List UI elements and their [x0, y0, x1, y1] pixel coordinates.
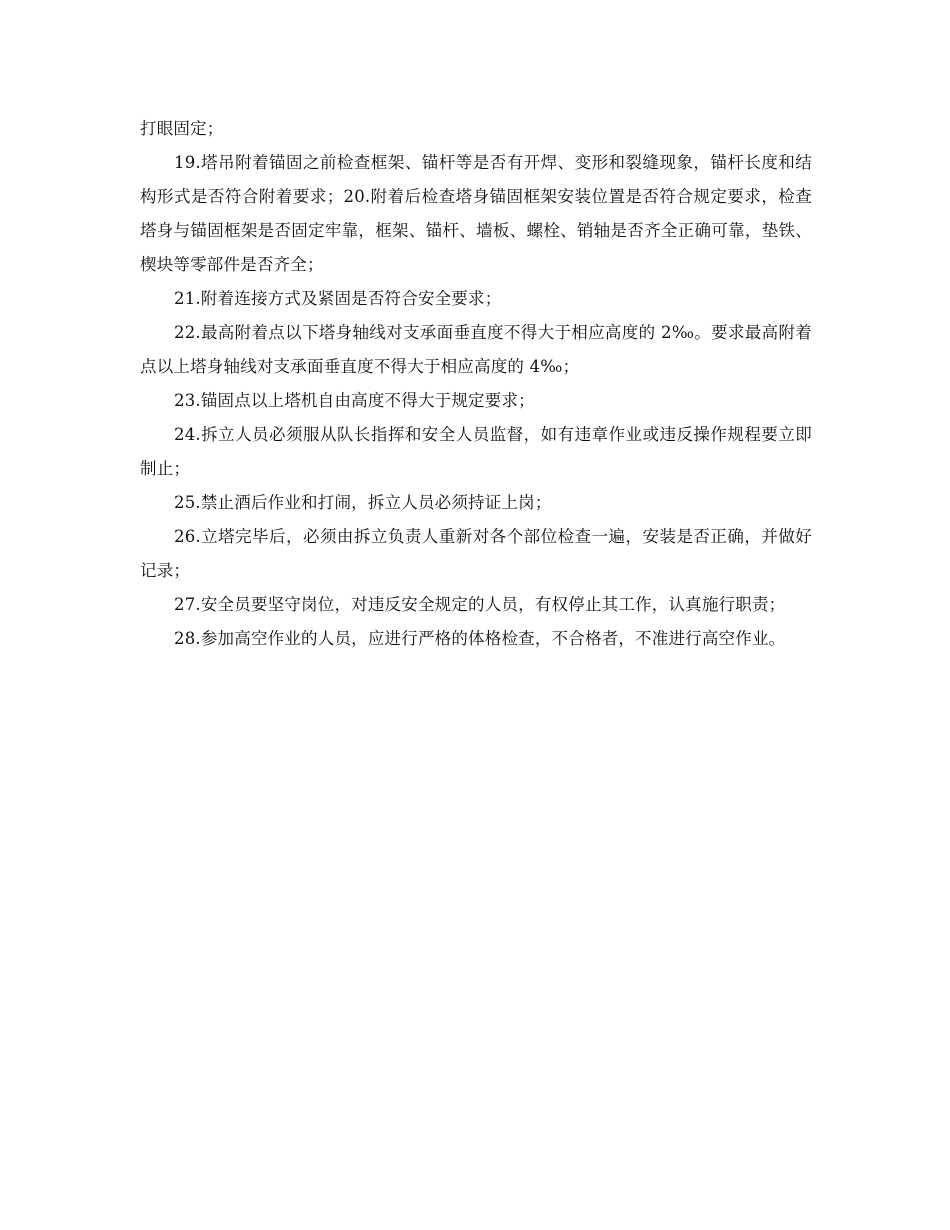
document-body	[140, 112, 812, 656]
paragraph-item-27: 27.安全员要坚守岗位，对违反安全规定的人员，有权停止其工作，认真施行职责；	[174, 595, 786, 614]
paragraph-item-26: 26.立塔完毕后，必须由拆立负责人重新对各个部位检查一遍，安装是否正确，并做好记录；	[140, 527, 812, 580]
paragraph-item-23: 23.锚固点以上塔机自由高度不得大于规定要求；	[174, 391, 535, 410]
paragraph-item-25: 25.禁止酒后作业和打闹，拆立人员必须持证上岗；	[174, 493, 552, 512]
paragraph-item-28: 28.参加高空作业的人员，应进行严格的体格检查，不合格者，不准进行高空作业。	[174, 629, 786, 648]
paragraph-item-24: 24.拆立人员必须服从队长指挥和安全人员监督，如有违章作业或违反操作规程要立即制止；	[140, 425, 812, 478]
paragraph-continuation: 打眼固定；	[140, 119, 224, 138]
paragraph-item-22: 22.最高附着点以下塔身轴线对支承面垂直度不得大于相应高度的 2‰。要求最高附着点以上塔身轴线对支承面垂直度不得大于相应高度的 4‰；	[140, 323, 812, 376]
paragraph-item-21: 21.附着连接方式及紧固是否符合安全要求；	[174, 289, 502, 308]
paragraph-item-19-20: 19.塔吊附着锚固之前检查框架、锚杆等是否有开焊、变形和裂缝现象，锚杆长度和结构形式是否符合附着要求；20.附着后检查塔身锚固框架安装位置是否符合规定要求，检查塔身与锚固框架是否固定牢靠，框架、锚杆、墙板、螺栓、销轴是否齐全正确可靠，垫铁、楔块等零部件是否齐全；	[140, 153, 812, 274]
